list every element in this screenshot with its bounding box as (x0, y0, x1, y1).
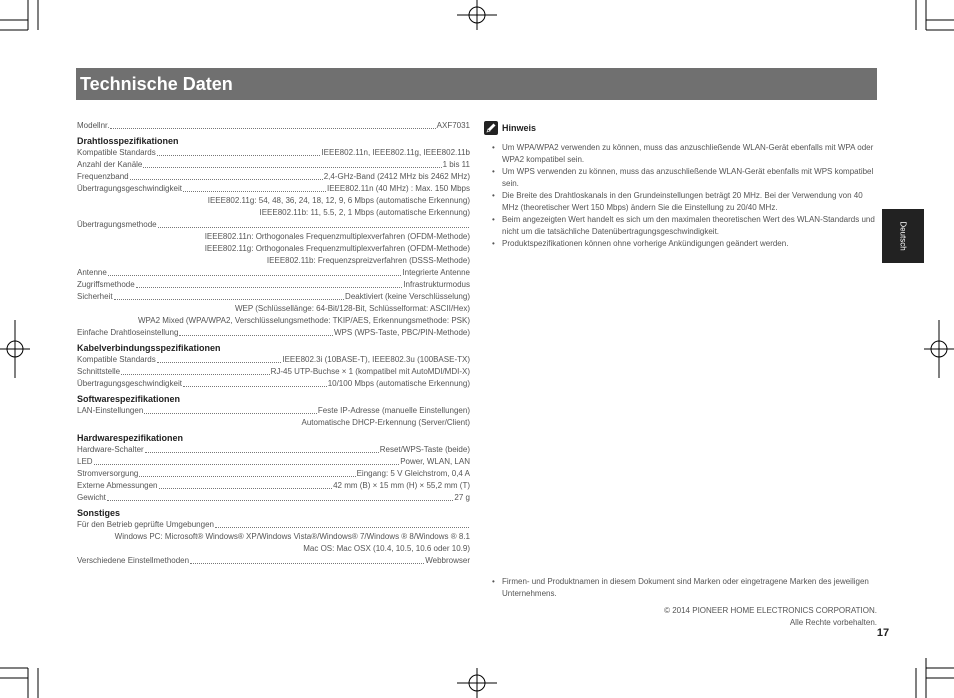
spec-row: Gewicht 27 g (77, 493, 470, 502)
spec-row: Übertragungsgeschwindigkeit 10/100 Mbps (automatische Erkennung) (77, 379, 470, 388)
spec-continuation: IEEE802.11g: Orthogonales Frequenzmultiplexverfahren (OFDM-Methode) (204, 244, 470, 253)
spec-row: Anzahl der Kanäle 1 bis 11 (77, 160, 470, 169)
spec-row: Frequenzband 2,4-GHz-Band (2412 MHz bis 2462 MHz) (77, 172, 470, 181)
list-item: • Firmen- und Produktnamen in diesem Dokument sind Marken oder eingetragene Marken des jeweiligen Unternehmens. (484, 576, 877, 599)
language-tab (882, 209, 924, 263)
section-heading-software: Softwarespezifikationen (77, 394, 181, 404)
spec-row: Schnittstelle RJ-45 UTP-Buchse × 1 (kompatibel mit AutoMDI/MDI-X) (77, 367, 470, 376)
spec-continuation: WPA2 Mixed (WPA/WPA2, Verschlüsselungsmethode: TKIP/AES, Erkennungsmethode: PSK) (138, 316, 470, 325)
spec-row: Antenne Integrierte Antenne (77, 268, 470, 277)
spec-row: Externe Abmessungen 42 mm (B) × 15 mm (H) × 55,2 mm (T) (77, 481, 470, 490)
page-number: 17 (876, 627, 890, 639)
spec-row: Kompatible Standards IEEE802.11n, IEEE802.11g, IEEE802.11b (77, 148, 470, 157)
spec-continuation: IEEE802.11n: Orthogonales Frequenzmultiplexverfahren (OFDM-Methode) (204, 232, 470, 241)
list-item: • Die Breite des Drahtloskanals in den Grundeinstellungen beträgt 20 MHz. Bei der Verwendung von 40 MHz (theoretischer Wert 150 Mbps) ändern Sie die Einstellung zu 20/40 MHz. (484, 190, 877, 213)
copyright-line: Alle Rechte vorbehalten. (789, 618, 877, 627)
spec-continuation: IEEE802.11b: Frequenzspreizverfahren (DSSS-Methode) (266, 256, 470, 265)
spec-continuation: IEEE802.11b: 11, 5.5, 2, 1 Mbps (automatische Erkennung) (259, 208, 470, 217)
spec-row: LED Power, WLAN, LAN (77, 457, 470, 466)
spec-continuation: Automatische DHCP-Erkennung (Server/Client) (301, 418, 470, 427)
spec-row: Verschiedene Einstellmethoden Webbrowser (77, 556, 470, 565)
spec-continuation: WEP (Schlüssellänge: 64-Bit/128-Bit, Schlüsselformat: ASCII/Hex) (234, 304, 470, 313)
spec-row: Sicherheit Deaktiviert (keine Verschlüsselung) (77, 292, 470, 301)
list-item: • Beim angezeigten Wert handelt es sich um den maximalen theoretischen Wert des WLAN-Standards und nicht um die tatsächliche Datenübertragungsgeschwindigkeit. (484, 214, 877, 237)
spec-row: Hardware-Schalter Reset/WPS-Taste (beide) (77, 445, 470, 454)
pencil-icon (484, 121, 498, 135)
list-item: • Produktspezifikationen können ohne vorherige Ankündigungen geändert werden. (484, 238, 877, 250)
title-bar (76, 68, 877, 100)
language-tab-label: Deutsch (898, 221, 908, 251)
spec-row: Kompatible Standards IEEE802.3i (10BASE-T), IEEE802.3u (100BASE-TX) (77, 355, 470, 364)
section-heading-sonstiges: Sonstiges (77, 508, 121, 518)
spec-row: Einfache Drahtloseinstellung WPS (WPS-Taste, PBC/PIN-Methode) (77, 328, 470, 337)
hinweis-title: Hinweis (502, 123, 537, 133)
hinweis-box (484, 120, 877, 251)
spec-continuation: IEEE802.11g: 54, 48, 36, 24, 18, 12, 9, 6 Mbps (automatische Erkennung) (207, 196, 470, 205)
section-heading-drahtlos: Drahtlosspezifikationen (77, 136, 179, 146)
section-heading-kabel: Kabelverbindungsspezifikationen (77, 343, 221, 353)
spec-row: Zugriffsmethode Infrastrukturmodus (77, 280, 470, 289)
list-item: • Um WPS verwenden zu können, muss das anzuschließende WLAN-Gerät ebenfalls mit WPS kompatibel sein. (484, 166, 877, 189)
page-title: Technische Daten (80, 74, 233, 94)
list-item: • Um WPA/WPA2 verwenden zu können, muss das anzuschließende WLAN-Gerät ebenfalls mit WPA oder WPA2 kompatibel sein. (484, 142, 877, 165)
section-heading-hardware: Hardwarespezifikationen (77, 433, 184, 443)
spec-row-modellnr: Modellnr. AXF7031 (77, 121, 470, 130)
spec-row: Stromversorgung Eingang: 5 V Gleichstrom, 0,4 A (77, 469, 470, 478)
spec-continuation: Mac OS: Mac OSX (10.4, 10.5, 10.6 oder 10.9) (303, 544, 470, 553)
spec-row: Übertragungsmethode (77, 219, 470, 231)
spec-list (77, 120, 470, 567)
hinweis-list (484, 142, 877, 250)
spec-row: Übertragungsgeschwindigkeit IEEE802.11n (40 MHz) : Max. 150 Mbps (77, 184, 470, 193)
copyright (560, 605, 877, 629)
trademark-list (484, 576, 877, 599)
spec-row: LAN-Einstellungen Feste IP-Adresse (manuelle Einstellungen) (77, 406, 470, 415)
hinweis-header (484, 120, 877, 136)
trademark-note (484, 576, 877, 600)
copyright-line: © 2014 PIONEER HOME ELECTRONICS CORPORATION. (664, 606, 877, 615)
spec-continuation: Windows PC: Microsoft® Windows® XP/Windows Vista®/Windows® 7/Windows ® 8/Windows ® 8.1 (114, 532, 470, 541)
spec-row: Für den Betrieb geprüfte Umgebungen (77, 519, 470, 531)
